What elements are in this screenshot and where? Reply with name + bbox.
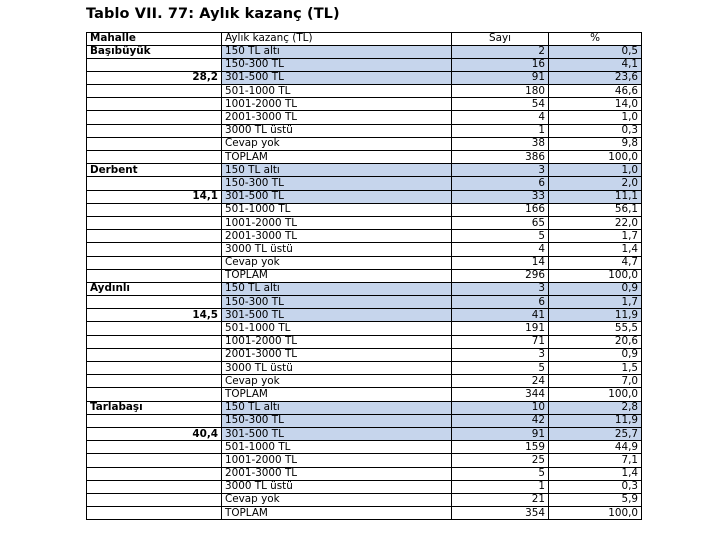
- income-range: 301-500 TL: [222, 309, 452, 322]
- count-cell: 1: [452, 124, 549, 137]
- percent-cell: 1,0: [549, 111, 642, 124]
- percent-cell: 4,1: [549, 58, 642, 71]
- percent-cell: 1,5: [549, 362, 642, 375]
- income-range: 3000 TL üstü: [222, 243, 452, 256]
- income-range: 501-1000 TL: [222, 85, 452, 98]
- table-row: [87, 414, 642, 427]
- table-row: [87, 256, 642, 269]
- count-cell: 1: [452, 480, 549, 493]
- district-cell: [87, 467, 222, 480]
- table-row: [87, 401, 642, 414]
- table-row: [87, 388, 642, 401]
- percent-cell: 0,3: [549, 124, 642, 137]
- district-cell: [87, 230, 222, 243]
- district-cell: [87, 151, 222, 164]
- district-name: Başıbüyük: [87, 45, 222, 58]
- count-cell: 3: [452, 164, 549, 177]
- district-value: 28,2: [87, 71, 222, 84]
- count-cell: 2: [452, 45, 549, 58]
- table-row: [87, 203, 642, 216]
- table-row: [87, 322, 642, 335]
- percent-cell: 0,9: [549, 282, 642, 295]
- percent-cell: 1,4: [549, 467, 642, 480]
- count-cell: 71: [452, 335, 549, 348]
- percent-cell: 9,8: [549, 137, 642, 150]
- income-range: 150 TL altı: [222, 164, 452, 177]
- percent-cell: 7,0: [549, 375, 642, 388]
- percent-cell: 56,1: [549, 203, 642, 216]
- table-row: [87, 427, 642, 440]
- header-sayi: Sayı: [452, 33, 549, 46]
- district-cell: [87, 203, 222, 216]
- district-value: 14,1: [87, 190, 222, 203]
- percent-cell: 44,9: [549, 441, 642, 454]
- table-row: [87, 335, 642, 348]
- table-row: [87, 58, 642, 71]
- income-range: TOPLAM: [222, 151, 452, 164]
- count-cell: 21: [452, 493, 549, 506]
- income-range: 2001-3000 TL: [222, 348, 452, 361]
- count-cell: 180: [452, 85, 549, 98]
- percent-cell: 20,6: [549, 335, 642, 348]
- income-range: 1001-2000 TL: [222, 454, 452, 467]
- table-row: [87, 441, 642, 454]
- table-row: [87, 71, 642, 84]
- count-cell: 354: [452, 507, 549, 520]
- income-range: 150-300 TL: [222, 58, 452, 71]
- table-row: [87, 296, 642, 309]
- count-cell: 91: [452, 427, 549, 440]
- income-range: 1001-2000 TL: [222, 216, 452, 229]
- table-row: [87, 454, 642, 467]
- percent-cell: 100,0: [549, 269, 642, 282]
- header-pct: %: [549, 33, 642, 46]
- income-range: 301-500 TL: [222, 427, 452, 440]
- percent-cell: 100,0: [549, 151, 642, 164]
- table-row: [87, 348, 642, 361]
- table-row: [87, 480, 642, 493]
- table-row: [87, 216, 642, 229]
- district-cell: [87, 58, 222, 71]
- district-cell: [87, 296, 222, 309]
- percent-cell: 55,5: [549, 322, 642, 335]
- count-cell: 16: [452, 58, 549, 71]
- district-cell: [87, 85, 222, 98]
- header-mahalle: Mahalle: [87, 33, 222, 46]
- income-range: Cevap yok: [222, 493, 452, 506]
- percent-cell: 11,9: [549, 414, 642, 427]
- percent-cell: 46,6: [549, 85, 642, 98]
- count-cell: 344: [452, 388, 549, 401]
- income-range: 301-500 TL: [222, 190, 452, 203]
- header-gelir: Aylık kazanç (TL): [222, 33, 452, 46]
- district-cell: [87, 177, 222, 190]
- income-range: 2001-3000 TL: [222, 230, 452, 243]
- district-cell: [87, 362, 222, 375]
- district-cell: [87, 493, 222, 506]
- table-row: [87, 137, 642, 150]
- percent-cell: 1,4: [549, 243, 642, 256]
- percent-cell: 7,1: [549, 454, 642, 467]
- income-range: 2001-3000 TL: [222, 111, 452, 124]
- district-cell: [87, 322, 222, 335]
- income-range: Cevap yok: [222, 256, 452, 269]
- table-row: [87, 230, 642, 243]
- income-range: 1001-2000 TL: [222, 335, 452, 348]
- income-range: 2001-3000 TL: [222, 467, 452, 480]
- district-cell: [87, 507, 222, 520]
- count-cell: 25: [452, 454, 549, 467]
- percent-cell: 23,6: [549, 71, 642, 84]
- percent-cell: 11,1: [549, 190, 642, 203]
- percent-cell: 22,0: [549, 216, 642, 229]
- count-cell: 386: [452, 151, 549, 164]
- income-range: 3000 TL üstü: [222, 124, 452, 137]
- count-cell: 5: [452, 230, 549, 243]
- count-cell: 42: [452, 414, 549, 427]
- table-row: [87, 111, 642, 124]
- count-cell: 296: [452, 269, 549, 282]
- percent-cell: 100,0: [549, 507, 642, 520]
- percent-cell: 11,9: [549, 309, 642, 322]
- district-cell: [87, 375, 222, 388]
- district-value: 40,4: [87, 427, 222, 440]
- income-range: 501-1000 TL: [222, 203, 452, 216]
- percent-cell: 2,0: [549, 177, 642, 190]
- district-cell: [87, 216, 222, 229]
- count-cell: 54: [452, 98, 549, 111]
- count-cell: 191: [452, 322, 549, 335]
- table-row: [87, 269, 642, 282]
- district-cell: [87, 111, 222, 124]
- income-range: 150 TL altı: [222, 282, 452, 295]
- income-range: 301-500 TL: [222, 71, 452, 84]
- count-cell: 166: [452, 203, 549, 216]
- district-cell: [87, 98, 222, 111]
- percent-cell: 0,3: [549, 480, 642, 493]
- district-cell: [87, 414, 222, 427]
- income-range: TOPLAM: [222, 507, 452, 520]
- count-cell: 6: [452, 296, 549, 309]
- count-cell: 6: [452, 177, 549, 190]
- table-row: [87, 124, 642, 137]
- district-name: Derbent: [87, 164, 222, 177]
- table-row: [87, 493, 642, 506]
- percent-cell: 0,5: [549, 45, 642, 58]
- percent-cell: 2,8: [549, 401, 642, 414]
- count-cell: 10: [452, 401, 549, 414]
- table-row: [87, 85, 642, 98]
- income-range: 150-300 TL: [222, 296, 452, 309]
- income-range: 501-1000 TL: [222, 322, 452, 335]
- table-row: [87, 375, 642, 388]
- count-cell: 91: [452, 71, 549, 84]
- table-row: [87, 309, 642, 322]
- income-range: 150 TL altı: [222, 45, 452, 58]
- count-cell: 33: [452, 190, 549, 203]
- district-cell: [87, 335, 222, 348]
- district-cell: [87, 137, 222, 150]
- table-row: [87, 45, 642, 58]
- district-cell: [87, 480, 222, 493]
- table-row: [87, 243, 642, 256]
- count-cell: 4: [452, 243, 549, 256]
- table-row: [87, 507, 642, 520]
- income-range: 3000 TL üstü: [222, 362, 452, 375]
- income-range: 1001-2000 TL: [222, 98, 452, 111]
- district-cell: [87, 388, 222, 401]
- percent-cell: 25,7: [549, 427, 642, 440]
- percent-cell: 14,0: [549, 98, 642, 111]
- table-row: [87, 164, 642, 177]
- table-row: [87, 190, 642, 203]
- income-range: 150-300 TL: [222, 414, 452, 427]
- percent-cell: 100,0: [549, 388, 642, 401]
- income-range: Cevap yok: [222, 375, 452, 388]
- income-range: 3000 TL üstü: [222, 480, 452, 493]
- income-range: Cevap yok: [222, 137, 452, 150]
- district-cell: [87, 454, 222, 467]
- income-table: [86, 32, 642, 520]
- income-range: TOPLAM: [222, 388, 452, 401]
- table-row: [87, 282, 642, 295]
- district-name: Aydınlı: [87, 282, 222, 295]
- district-cell: [87, 441, 222, 454]
- district-cell: [87, 269, 222, 282]
- income-range: 501-1000 TL: [222, 441, 452, 454]
- count-cell: 5: [452, 362, 549, 375]
- income-range: 150 TL altı: [222, 401, 452, 414]
- table-title: Tablo VII. 77: Aylık kazanç (TL): [86, 6, 340, 22]
- count-cell: 24: [452, 375, 549, 388]
- count-cell: 41: [452, 309, 549, 322]
- count-cell: 4: [452, 111, 549, 124]
- percent-cell: 1,7: [549, 230, 642, 243]
- count-cell: 65: [452, 216, 549, 229]
- percent-cell: 1,0: [549, 164, 642, 177]
- district-cell: [87, 124, 222, 137]
- district-cell: [87, 348, 222, 361]
- count-cell: 159: [452, 441, 549, 454]
- table-row: [87, 362, 642, 375]
- percent-cell: 0,9: [549, 348, 642, 361]
- percent-cell: 5,9: [549, 493, 642, 506]
- table-row: [87, 98, 642, 111]
- percent-cell: 1,7: [549, 296, 642, 309]
- count-cell: 5: [452, 467, 549, 480]
- table-header-row: [87, 33, 642, 46]
- income-range: 150-300 TL: [222, 177, 452, 190]
- table-row: [87, 467, 642, 480]
- count-cell: 14: [452, 256, 549, 269]
- table-row: [87, 177, 642, 190]
- count-cell: 38: [452, 137, 549, 150]
- district-cell: [87, 243, 222, 256]
- percent-cell: 4,7: [549, 256, 642, 269]
- count-cell: 3: [452, 348, 549, 361]
- district-cell: [87, 256, 222, 269]
- table-row: [87, 151, 642, 164]
- district-value: 14,5: [87, 309, 222, 322]
- count-cell: 3: [452, 282, 549, 295]
- district-name: Tarlabaşı: [87, 401, 222, 414]
- income-range: TOPLAM: [222, 269, 452, 282]
